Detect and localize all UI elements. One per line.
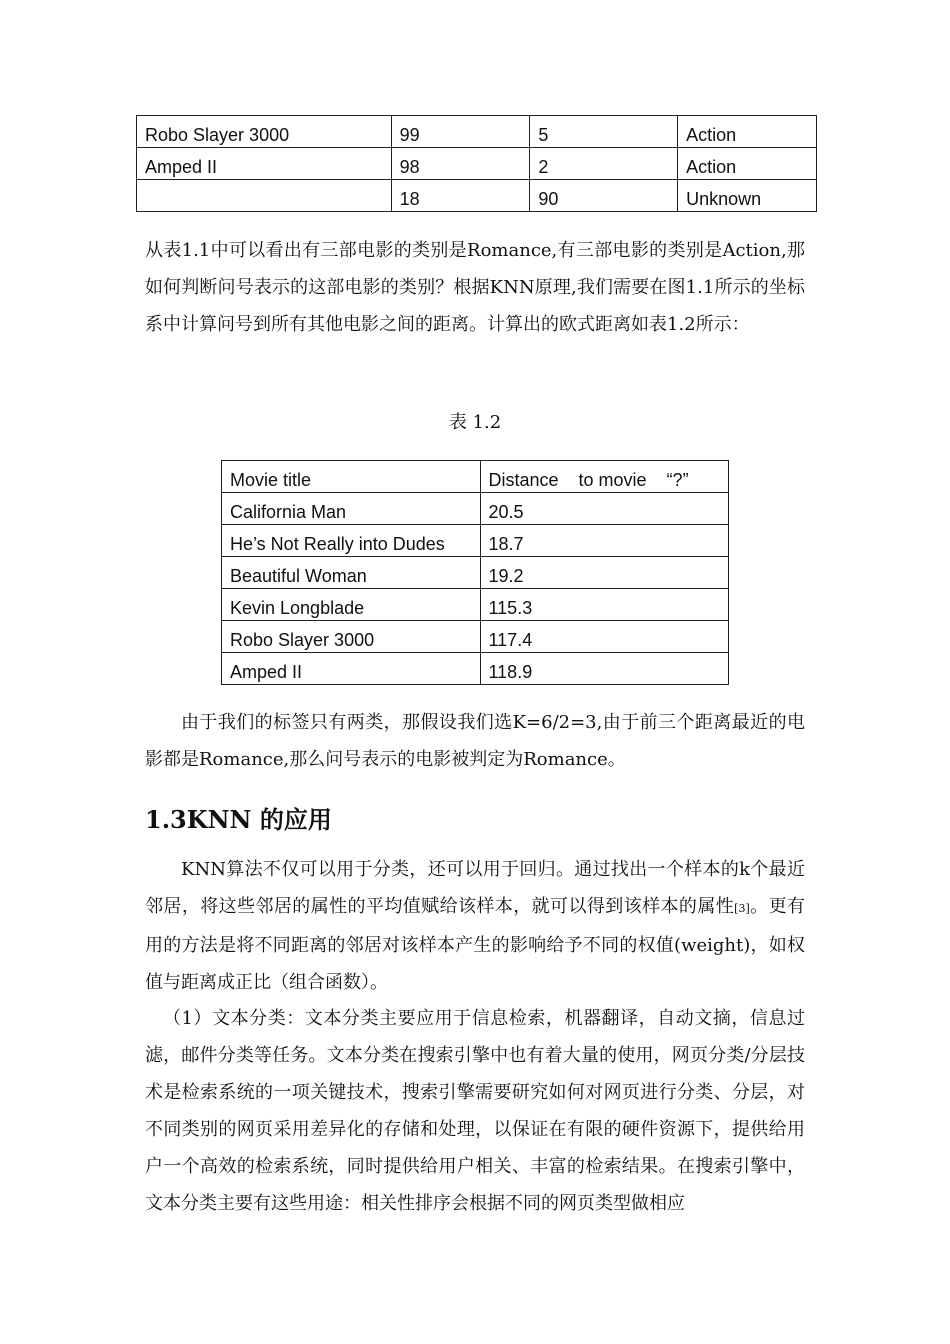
table-cell: 19.2 xyxy=(480,557,729,589)
paragraph-table-explanation: 从表1.1中可以看出有三部电影的类别是Romance,有三部电影的类别是Action,那如何判断问号表示的这部电影的类别？根据KNN原理,我们需要在图1.1所示的坐标系中计算问号到所有其他电影之间的距离。计算出的欧式距离如表1.2所示： xyxy=(145,240,805,335)
table-cell: Robo Slayer 3000 xyxy=(137,116,392,148)
table-row xyxy=(222,525,729,557)
paragraph-text-classification: （1）文本分类：文本分类主要应用于信息检索，机器翻译，自动文摘，信息过滤，邮件分类等任务。文本分类在搜索引擎中也有着大量的使用，网页分类/分层技术是检索系统的一项关键技术，搜索引擎需要研究如何对网页进行分类、分层，对不同类别的网页采用差异化的存储和处理，以保证在有限的硬件资源下，提供给用户一个高效的检索系统，同时提供给用户相关、丰富的检索结果。在搜索引擎中，文本分类主要有这些用途：相关性排序会根据不同的网页类型做相应 xyxy=(145,1008,805,1214)
paragraph-knn-regression xyxy=(145,851,805,1001)
column-header: Movie title xyxy=(222,461,481,493)
table-row xyxy=(222,589,729,621)
section-heading: 1.3KNN 的应用 xyxy=(145,805,332,834)
table-row xyxy=(222,557,729,589)
table-row xyxy=(137,180,817,212)
table-cell: 99 xyxy=(391,116,530,148)
table-row xyxy=(222,653,729,685)
table-cell: He’s Not Really into Dudes xyxy=(222,525,481,557)
paragraph-text: 。更有用的方法是将不同距离的邻居对该样本产生的影响给予不同的权值(weight)，如权值与距离成正比（组合函数）。 xyxy=(145,896,806,993)
table-row xyxy=(222,493,729,525)
table-cell: Beautiful Woman xyxy=(222,557,481,589)
table-cell: 117.4 xyxy=(480,621,729,653)
table-cell: Action xyxy=(678,116,817,148)
table-cell: 18 xyxy=(391,180,530,212)
table-cell: 118.9 xyxy=(480,653,729,685)
distance-table xyxy=(221,460,729,685)
paragraph-knn-decision: 由于我们的标签只有两类，那假设我们选K=6/2=3,由于前三个距离最近的电影都是Romance,那么问号表示的电影被判定为Romance。 xyxy=(145,712,805,770)
table-cell: 90 xyxy=(530,180,678,212)
table-cell: California Man xyxy=(222,493,481,525)
paragraph-text: KNN算法不仅可以用于分类，还可以用于回归。通过找出一个样本的k个最近邻居，将这些邻居的属性的平均值赋给该样本，就可以得到该样本的属性 xyxy=(145,859,805,917)
table-cell: Amped II xyxy=(222,653,481,685)
table-cell: Amped II xyxy=(137,148,392,180)
table-cell: 5 xyxy=(530,116,678,148)
table-cell: 20.5 xyxy=(480,493,729,525)
citation-reference: [3] xyxy=(734,902,750,915)
table-cell: Robo Slayer 3000 xyxy=(222,621,481,653)
table-cell: Kevin Longblade xyxy=(222,589,481,621)
table-row xyxy=(222,621,729,653)
table-cell: 115.3 xyxy=(480,589,729,621)
table-caption: 表 1.2 xyxy=(448,412,502,433)
table-row xyxy=(137,116,817,148)
table-row xyxy=(137,148,817,180)
table-cell: 18.7 xyxy=(480,525,729,557)
movie-data-table-continued xyxy=(136,115,817,212)
table-cell xyxy=(137,180,392,212)
table-header-row xyxy=(222,461,729,493)
table-cell: Unknown xyxy=(678,180,817,212)
column-header: Distance to movie “?” xyxy=(480,461,729,493)
table-cell: 2 xyxy=(530,148,678,180)
table-cell: Action xyxy=(678,148,817,180)
table-cell: 98 xyxy=(391,148,530,180)
